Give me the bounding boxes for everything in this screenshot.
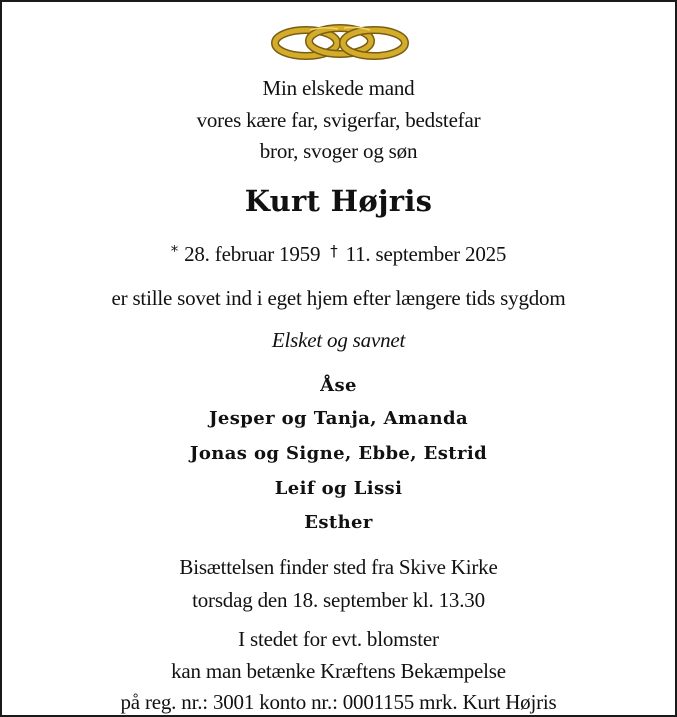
intro-line: bror, svoger og søn — [259, 139, 418, 163]
donation-info: kan man betænke Kræftens Bekæmpelse — [171, 659, 506, 683]
family-member: Åse — [320, 375, 357, 396]
family-member: Leif og Lissi — [274, 478, 403, 499]
deceased-name: Kurt Højris — [244, 184, 433, 218]
life-dates — [2, 239, 675, 266]
cause-text: er stille sovet ind i eget hjem efter længere tids sygdom — [111, 286, 566, 310]
birth-date: 28. februar 1959 — [184, 242, 321, 266]
motto: Elsket og savnet — [271, 328, 406, 352]
donation-info: I stedet for evt. blomster — [238, 627, 439, 651]
death-date: 11. september 2025 — [345, 242, 507, 266]
family-member: Jesper og Tanja, Amanda — [208, 408, 469, 429]
wedding-rings-icon — [268, 22, 412, 62]
family-member: Esther — [304, 512, 373, 533]
funeral-info: Bisættelsen finder sted fra Skive Kirke — [179, 555, 498, 579]
family-member: Jonas og Signe, Ebbe, Estrid — [189, 443, 488, 464]
star-icon: * — [170, 242, 179, 260]
funeral-info: torsdag den 18. september kl. 13.30 — [192, 588, 485, 612]
donation-info: på reg. nr.: 3001 konto nr.: 0001155 mrk. Kurt Højris — [120, 690, 557, 714]
intro-line: Min elskede mand — [262, 76, 415, 100]
intro-line: vores kære far, svigerfar, bedstefar — [196, 108, 481, 132]
cross-icon: † — [330, 242, 338, 260]
